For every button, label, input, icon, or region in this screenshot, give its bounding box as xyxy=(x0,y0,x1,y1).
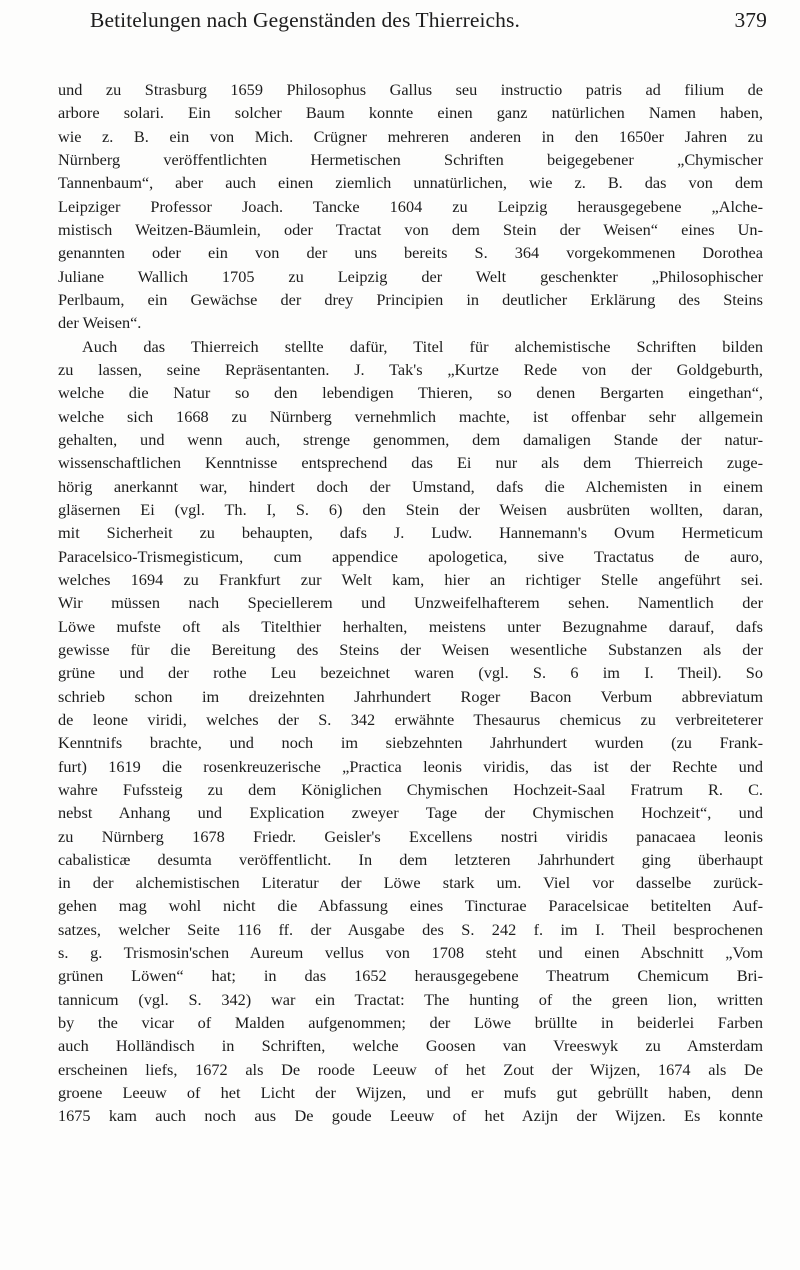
text-line: de leone viridi, welches der S. 342 erwähnte Thesaurus chemicus zu verbreiteterer xyxy=(58,709,763,729)
text-line: by the vicar of Malden aufgenommen; der Löwe brüllte in beiderlei Farben xyxy=(58,1013,763,1033)
text-line: wie z. B. ein von Mich. Crügner mehreren anderen in den 1650er Jahren zu xyxy=(58,126,763,146)
running-header xyxy=(90,8,767,38)
text-line: welche sich 1668 zu Nürnberg vernehmlich machte, ist offenbar sehr allgemein xyxy=(58,406,763,426)
text-line: Wir müssen nach Speciellerem und Unzweifelhafterem sehen. Namentlich der xyxy=(58,593,763,613)
text-line: mistisch Weitzen-Bäumlein, oder Tractat von dem Stein der Weisen“ eines Un- xyxy=(58,219,763,239)
text-line: Paracelsico-Trismegisticum, cum appendice apologetica, sive Tractatus de auro, xyxy=(58,546,763,566)
text-line: gehen mag wohl nicht die Abfassung eines Tincturae Paracelsicae betitelten Auf- xyxy=(58,896,763,916)
text-line: Löwe mufste oft als Titelthier herhalten, meistens unter Bezugnahme darauf, dafs xyxy=(58,616,763,636)
text-line: wissenschaftlichen Kenntnisse entsprechend das Ei nur als dem Thierreich zuge- xyxy=(58,453,763,473)
text-line: grünen Löwen“ hat; in das 1652 herausgegebene Theatrum Chemicum Bri- xyxy=(58,966,763,986)
text-line: schrieb schon im dreizehnten Jahrhundert Roger Bacon Verbum abbreviatum xyxy=(58,686,763,706)
text-line: in der alchemistischen Literatur der Löwe stark um. Viel vor dasselbe zurück- xyxy=(58,873,763,893)
text-line: zu Nürnberg 1678 Friedr. Geisler's Excellens nostri viridis panacaea leonis xyxy=(58,826,763,846)
text-line: gewisse für die Bereitung des Steins der Weisen wesentliche Substanzen als der xyxy=(58,639,763,659)
text-line: gehalten, und wenn auch, strenge genommen, dem damaligen Stande der natur- xyxy=(58,429,763,449)
running-title: Betitelungen nach Gegenständen des Thierreichs. xyxy=(90,8,520,32)
text-line: welches 1694 zu Frankfurt zur Welt kam, hier an richtiger Stelle angeführt sei. xyxy=(58,569,763,589)
text-line: s. g. Trismosin'schen Aureum vellus von 1708 steht und einen Abschnitt „Vom xyxy=(58,943,763,963)
text-line: tannicum (vgl. S. 342) war ein Tractat: The hunting of the green lion, written xyxy=(58,989,763,1009)
text-line: 1675 kam auch noch aus De goude Leeuw of het Azijn der Wijzen. Es konnte xyxy=(58,1106,763,1126)
text-line: mit Sicherheit zu behaupten, dafs J. Ludw. Hannemann's Ovum Hermeticum xyxy=(58,523,763,543)
text-line: und zu Strasburg 1659 Philosophus Gallus seu instructio patris ad filium de xyxy=(58,80,763,99)
text-line: grüne und der rothe Leu bezeichnet waren (vgl. S. 6 im I. Theil). So xyxy=(58,663,763,683)
text-line: erscheinen liefs, 1672 als De roode Leeuw of het Zout der Wijzen, 1674 als De xyxy=(58,1059,763,1079)
text-line: gläsernen Ei (vgl. Th. I, S. 6) den Stein der Weisen ausbrüten wollten, daran, xyxy=(58,499,763,519)
text-line: Nürnberg veröffentlichten Hermetischen Schriften beigegebener „Chymischer xyxy=(58,149,763,169)
text-line: Tannenbaum“, aber auch einen ziemlich unnatürlichen, wie z. B. das von dem xyxy=(58,173,763,193)
text-line: Auch das Thierreich stellte dafür, Titel für alchemistische Schriften bilden xyxy=(82,336,763,356)
text-line: welche die Natur so den lebendigen Thieren, so denen Bergarten eingethan“, xyxy=(58,383,763,403)
text-line: genannten oder ein von der uns bereits S. 364 vorgekommenen Dorothea xyxy=(58,243,763,263)
text-line: wahre Fufssteig zu dem Königlichen Chymischen Hochzeit-Saal Fratrum R. C. xyxy=(58,779,763,799)
text-line: Perlbaum, ein Gewächse der drey Principien in deutlicher Erklärung des Steins xyxy=(58,289,763,309)
text-line: hörig anerkannt war, hindert doch der Umstand, dafs die Alchemisten in einem xyxy=(58,476,763,496)
text-line: groene Leeuw of het Licht der Wijzen, und er mufs gut gebrüllt haben, denn xyxy=(58,1083,763,1103)
text-line: Kenntnifs brachte, und noch im siebzehnten Jahrhundert wurden (zu Frank- xyxy=(58,733,763,753)
page-number: 379 xyxy=(734,8,767,32)
text-line: auch Holländisch in Schriften, welche Goosen van Vreeswyk zu Amsterdam xyxy=(58,1036,763,1056)
text-line: der Weisen“. xyxy=(58,313,142,333)
text-line: furt) 1619 die rosenkreuzerische „Practica leonis viridis, das ist der Rechte und xyxy=(58,756,763,776)
text-line: satzes, welcher Seite 116 ff. der Ausgabe des S. 242 f. im I. Theil besprochenen xyxy=(58,919,763,939)
text-line: Juliane Wallich 1705 zu Leipzig der Welt geschenkter „Philosophischer xyxy=(58,266,763,286)
body-text xyxy=(58,78,763,1128)
text-line: arbore solari. Ein solcher Baum konnte einen ganz natürlichen Namen haben, xyxy=(58,103,763,123)
text-line: cabalisticæ desumta veröffentlicht. In dem letzteren Jahrhundert ging überhaupt xyxy=(58,849,763,869)
text-line: nebst Anhang und Explication zweyer Tage der Chymischen Hochzeit“, und xyxy=(58,803,763,823)
text-line: Leipziger Professor Joach. Tancke 1604 zu Leipzig herausgegebene „Alche- xyxy=(58,196,763,216)
text-line: zu lassen, seine Repräsentanten. J. Tak's „Kurtze Rede von der Goldgeburth, xyxy=(58,359,763,379)
